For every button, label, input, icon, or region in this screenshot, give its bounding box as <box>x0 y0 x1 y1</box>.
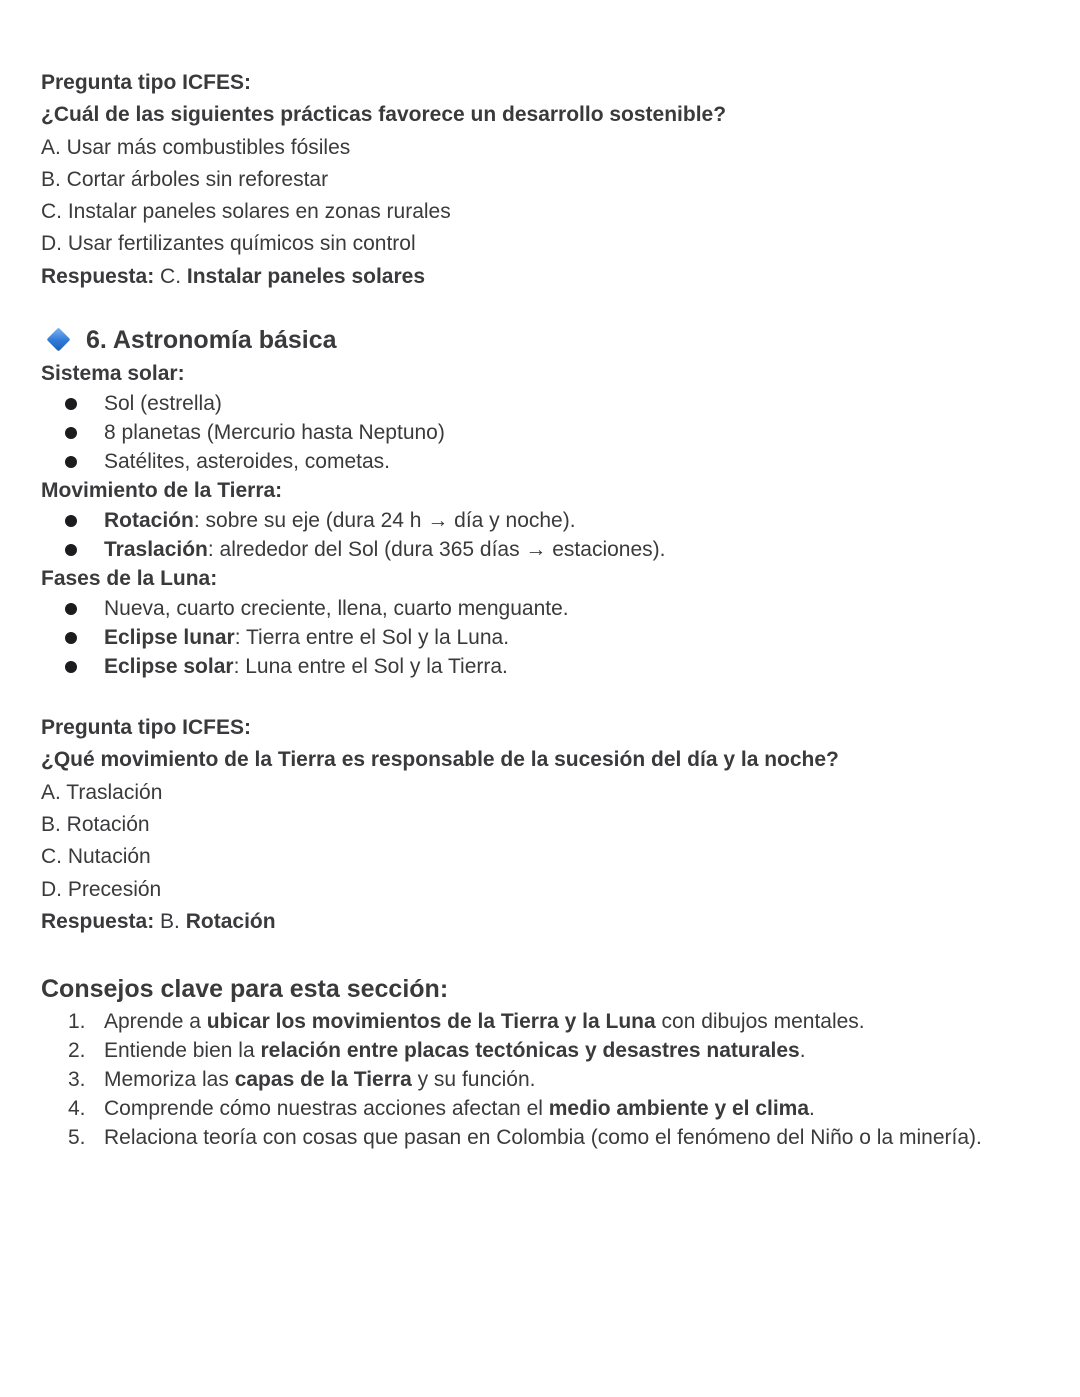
list-item <box>41 1065 1061 1094</box>
list-item-text: Nueva, cuarto creciente, llena, cuarto menguante. <box>104 597 569 621</box>
item-number: 4. <box>68 1097 86 1121</box>
tip-bold: capas de la Tierra <box>234 1068 412 1092</box>
q2-answer <box>41 906 1061 938</box>
bullet-icon <box>65 661 77 673</box>
tip-bold: relación entre placas tectónicas y desastres naturales <box>260 1039 800 1063</box>
definition: : sobre su eje (dura 24 h → día y noche). <box>193 509 576 533</box>
q2-option-c: C. Nutación <box>41 845 151 869</box>
tip-text: . <box>809 1097 815 1121</box>
list-item <box>41 418 1061 447</box>
bullet-icon <box>65 456 77 468</box>
q2-answer-text: Rotación <box>185 909 276 933</box>
list-item <box>41 594 1061 623</box>
q1-answer <box>41 261 1061 293</box>
bullet-icon <box>65 632 77 644</box>
list-item <box>41 447 1061 476</box>
list-item <box>41 389 1061 418</box>
q2-option-a: A. Traslación <box>41 780 163 804</box>
definition: : alrededor del Sol (dura 365 días → estaciones). <box>207 538 666 562</box>
q2-option-b: B. Rotación <box>41 812 150 836</box>
q1-option-c: C. Instalar paneles solares en zonas rurales <box>41 200 451 224</box>
list-item <box>41 1094 1061 1123</box>
list-item <box>41 623 1061 652</box>
moon-list <box>41 594 1061 681</box>
tip-text: con dibujos mentales. <box>655 1010 865 1034</box>
section6-heading <box>41 320 1061 360</box>
tip-bold: medio ambiente y el clima <box>548 1097 810 1121</box>
blue-diamond-icon <box>45 326 73 354</box>
item-number: 5. <box>68 1126 86 1150</box>
item-number: 1. <box>68 1010 86 1034</box>
tip-text: Entiende bien la <box>104 1039 261 1063</box>
movement-list <box>41 506 1061 564</box>
term: Eclipse lunar <box>104 626 235 650</box>
definition: : Luna entre el Sol y la Tierra. <box>233 655 508 679</box>
list-item-text: Satélites, asteroides, cometas. <box>104 450 390 474</box>
bullet-icon <box>65 515 77 527</box>
q1-option-b: B. Cortar árboles sin reforestar <box>41 167 329 191</box>
tips-list <box>41 1007 1061 1152</box>
item-number: 3. <box>68 1068 86 1092</box>
bullet-icon <box>65 603 77 615</box>
q1-question: ¿Cuál de las siguientes prácticas favorece un desarrollo sostenible? <box>41 103 727 127</box>
tips-title: Consejos clave para esta sección: <box>41 975 449 1004</box>
list-item <box>41 506 1061 535</box>
section6-title: 6. Astronomía básica <box>86 326 337 355</box>
tip-text: Memoriza las <box>104 1068 235 1092</box>
list-item <box>41 652 1061 681</box>
term: Eclipse solar <box>104 655 234 679</box>
solar-label: Sistema solar: <box>41 362 185 386</box>
q1-answer-letter: C. <box>154 264 187 288</box>
solar-list <box>41 389 1061 476</box>
list-item <box>41 1007 1061 1036</box>
list-item <box>41 1123 1061 1152</box>
bullet-icon <box>65 544 77 556</box>
term: Rotación <box>104 509 194 533</box>
q2-label: Pregunta tipo ICFES: <box>41 716 251 740</box>
tip-text: . <box>799 1039 806 1063</box>
list-item-text: Sol (estrella) <box>104 392 222 416</box>
q2-question: ¿Qué movimiento de la Tierra es responsable de la sucesión del día y la noche? <box>41 748 839 772</box>
document-page <box>41 67 1061 1152</box>
bullet-icon <box>65 398 77 410</box>
list-item-text: 8 planetas (Mercurio hasta Neptuno) <box>104 421 445 445</box>
bullet-icon <box>65 427 77 439</box>
tip-bold: ubicar los movimientos de la Tierra y la Luna <box>206 1010 656 1034</box>
list-item <box>41 1036 1061 1065</box>
item-number: 2. <box>68 1039 86 1063</box>
q1-answer-text: Instalar paneles solares <box>186 264 426 288</box>
moon-label: Fases de la Luna: <box>41 567 218 591</box>
term: Traslación <box>104 538 208 562</box>
tip-text: Comprende cómo nuestras acciones afectan el <box>104 1097 549 1121</box>
q2-answer-letter: B. <box>154 909 186 933</box>
q2-answer-label: Respuesta: <box>41 909 155 933</box>
q1-label: Pregunta tipo ICFES: <box>41 71 251 94</box>
tip-text: y su función. <box>411 1068 536 1092</box>
tip-text: Aprende a <box>104 1010 207 1034</box>
tip-text: Relaciona teoría con cosas que pasan en Colombia (como el fenómeno del Niño o la minería). <box>104 1126 982 1150</box>
q1-option-d: D. Usar fertilizantes químicos sin control <box>41 232 416 256</box>
q1-answer-label: Respuesta: <box>41 264 155 288</box>
movement-label: Movimiento de la Tierra: <box>41 479 283 503</box>
q2-option-d: D. Precesión <box>41 877 162 901</box>
definition: : Tierra entre el Sol y la Luna. <box>234 626 510 650</box>
list-item <box>41 535 1061 564</box>
q1-option-a: A. Usar más combustibles fósiles <box>41 135 351 159</box>
